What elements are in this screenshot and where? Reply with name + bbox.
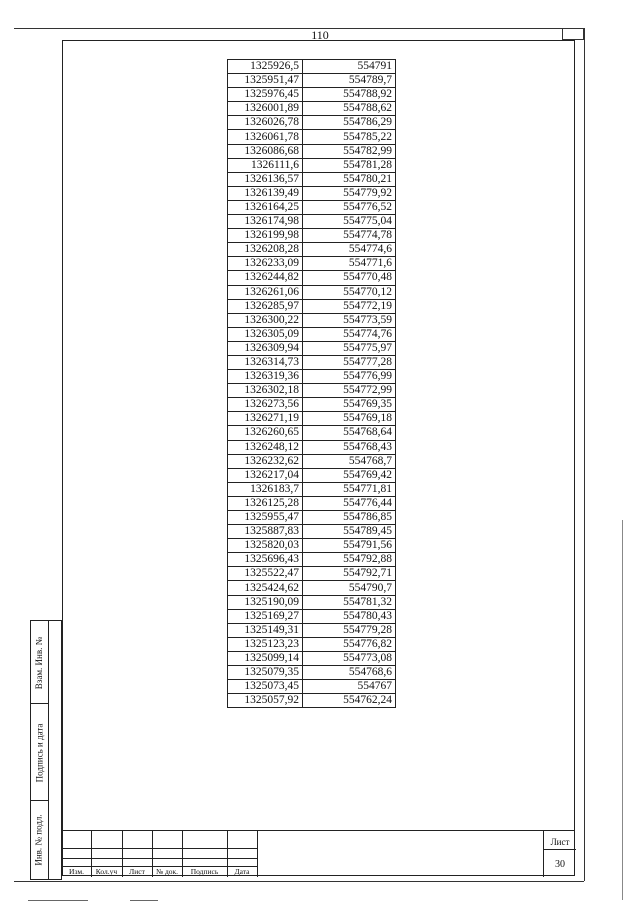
x-coordinate-cell: 1325190,09 [228,595,303,609]
caption-izm: Изм. [69,867,84,876]
y-coordinate-cell: 554770,12 [303,285,396,299]
table-row [228,186,396,200]
table-row [228,482,396,496]
x-coordinate-cell: 1325976,45 [228,88,303,102]
table-row [228,243,396,257]
side-stamp [30,620,62,880]
y-coordinate-cell: 554774,6 [303,243,396,257]
side-stamp-inv-podl-label: Инв. № подл. [34,814,44,866]
y-coordinate-cell: 554772,19 [303,299,396,313]
table-row [228,60,396,74]
table-row [228,257,396,271]
sheet-number: 30 [555,859,565,870]
x-coordinate-cell: 1326139,49 [228,186,303,200]
table-row [228,299,396,313]
caption-doc-no: № док. [155,867,179,876]
x-coordinate-cell: 1325696,43 [228,553,303,567]
table-row [228,680,396,694]
y-coordinate-cell: 554780,21 [303,172,396,186]
table-row [228,102,396,116]
x-coordinate-cell: 1325424,62 [228,581,303,595]
table-row [228,130,396,144]
frame-top-corner-box [562,28,584,40]
y-coordinate-cell: 554776,82 [303,637,396,651]
x-coordinate-cell: 1326273,56 [228,398,303,412]
x-coordinate-cell: 1326302,18 [228,384,303,398]
x-coordinate-cell: 1326199,98 [228,229,303,243]
y-coordinate-cell: 554790,7 [303,581,396,595]
y-coordinate-cell: 554779,92 [303,186,396,200]
table-row [228,609,396,623]
x-coordinate-cell: 1326026,78 [228,116,303,130]
table-row [228,144,396,158]
coordinates-table-body [228,60,396,708]
frame-outer-right-line [584,28,585,881]
caption-podpis: Подпись [190,867,219,876]
y-coordinate-cell: 554792,88 [303,553,396,567]
x-coordinate-cell: 1325169,27 [228,609,303,623]
table-row [228,116,396,130]
scan-mark-right [130,900,158,901]
y-coordinate-cell: 554768,7 [303,454,396,468]
x-coordinate-cell: 1326174,98 [228,215,303,229]
x-coordinate-cell: 1326001,89 [228,102,303,116]
table-row [228,539,396,553]
title-block [62,830,575,876]
revision-grid [62,831,257,877]
x-coordinate-cell: 1326111,6 [228,158,303,172]
x-coordinate-cell: 1325123,23 [228,637,303,651]
y-coordinate-cell: 554776,52 [303,200,396,214]
table-row [228,384,396,398]
x-coordinate-cell: 1326248,12 [228,440,303,454]
table-row [228,200,396,214]
x-coordinate-cell: 1326314,73 [228,355,303,369]
x-coordinate-cell: 1325079,35 [228,666,303,680]
x-coordinate-cell: 1326305,09 [228,327,303,341]
y-coordinate-cell: 554786,85 [303,511,396,525]
y-coordinate-cell: 554775,97 [303,341,396,355]
table-row [228,412,396,426]
table-row [228,327,396,341]
table-row [228,215,396,229]
table-row [228,666,396,680]
table-row [228,525,396,539]
table-row [228,426,396,440]
table-row [228,172,396,186]
table-row [228,637,396,651]
caption-list: Лист [129,867,145,876]
page-number: 110 [311,28,329,42]
y-coordinate-cell: 554769,18 [303,412,396,426]
sheet-label: Лист [550,837,570,847]
y-coordinate-cell: 554788,92 [303,88,396,102]
y-coordinate-cell: 554777,28 [303,355,396,369]
table-row [228,271,396,285]
y-coordinate-cell: 554773,59 [303,313,396,327]
x-coordinate-cell: 1326244,82 [228,271,303,285]
y-coordinate-cell: 554786,29 [303,116,396,130]
table-row [228,567,396,581]
x-coordinate-cell: 1326309,94 [228,341,303,355]
y-coordinate-cell: 554776,44 [303,496,396,510]
coordinates-table [227,59,396,708]
y-coordinate-cell: 554781,32 [303,595,396,609]
table-row [228,623,396,637]
x-coordinate-cell: 1326271,19 [228,412,303,426]
frame-top-line [14,28,584,29]
x-coordinate-cell: 1326319,36 [228,370,303,384]
sheet-divider [544,849,576,850]
y-coordinate-cell: 554779,28 [303,623,396,637]
table-row [228,454,396,468]
x-coordinate-cell: 1325522,47 [228,567,303,581]
x-coordinate-cell: 1326125,28 [228,496,303,510]
frame-outer-bottom-line [14,881,584,882]
x-coordinate-cell: 1325951,47 [228,74,303,88]
table-row [228,88,396,102]
y-coordinate-cell: 554769,35 [303,398,396,412]
x-coordinate-cell: 1326136,57 [228,172,303,186]
y-coordinate-cell: 554792,71 [303,567,396,581]
y-coordinate-cell: 554785,22 [303,130,396,144]
y-coordinate-cell: 554762,24 [303,694,396,708]
x-coordinate-cell: 1326061,78 [228,130,303,144]
table-row [228,468,396,482]
x-coordinate-cell: 1325820,03 [228,539,303,553]
table-row [228,398,396,412]
y-coordinate-cell: 554789,7 [303,74,396,88]
x-coordinate-cell: 1325057,92 [228,694,303,708]
y-coordinate-cell: 554768,64 [303,426,396,440]
table-row [228,595,396,609]
x-coordinate-cell: 1326261,06 [228,285,303,299]
x-coordinate-cell: 1325099,14 [228,651,303,665]
y-coordinate-cell: 554773,08 [303,651,396,665]
scan-mark-left [28,900,88,901]
caption-data: Дата [234,867,250,876]
caption-kol-uch: Кол.уч [95,867,118,876]
side-stamp-vzam-label: Взам. Инв. № [34,636,44,689]
x-coordinate-cell: 1325073,45 [228,680,303,694]
x-coordinate-cell: 1325887,83 [228,525,303,539]
table-row [228,341,396,355]
x-coordinate-cell: 1325955,47 [228,511,303,525]
y-coordinate-cell: 554781,28 [303,158,396,172]
x-coordinate-cell: 1326086,68 [228,144,303,158]
y-coordinate-cell: 554774,78 [303,229,396,243]
table-row [228,74,396,88]
sheet-box [543,831,576,877]
y-coordinate-cell: 554791,56 [303,539,396,553]
table-row [228,511,396,525]
y-coordinate-cell: 554791 [303,60,396,74]
y-coordinate-cell: 554770,48 [303,271,396,285]
table-row [228,370,396,384]
y-coordinate-cell: 554780,43 [303,609,396,623]
side-stamp-divider [48,621,49,879]
y-coordinate-cell: 554782,99 [303,144,396,158]
x-coordinate-cell: 1326183,7 [228,482,303,496]
y-coordinate-cell: 554769,42 [303,468,396,482]
x-coordinate-cell: 1326233,09 [228,257,303,271]
x-coordinate-cell: 1325926,5 [228,60,303,74]
x-coordinate-cell: 1326285,97 [228,299,303,313]
grid-vline-6 [257,831,258,877]
table-row [228,496,396,510]
y-coordinate-cell: 554776,99 [303,370,396,384]
y-coordinate-cell: 554788,62 [303,102,396,116]
x-coordinate-cell: 1326232,62 [228,454,303,468]
y-coordinate-cell: 554771,6 [303,257,396,271]
y-coordinate-cell: 554768,6 [303,666,396,680]
y-coordinate-cell: 554789,45 [303,525,396,539]
table-row [228,553,396,567]
y-coordinate-cell: 554772,99 [303,384,396,398]
x-coordinate-cell: 1326164,25 [228,200,303,214]
x-coordinate-cell: 1326260,65 [228,426,303,440]
x-coordinate-cell: 1326217,04 [228,468,303,482]
y-coordinate-cell: 554775,04 [303,215,396,229]
table-row [228,313,396,327]
scan-edge-line [622,520,623,900]
y-coordinate-cell: 554768,43 [303,440,396,454]
table-row [228,229,396,243]
table-row [228,355,396,369]
x-coordinate-cell: 1326208,28 [228,243,303,257]
side-stamp-podpis-label: Подпись и дата [34,723,44,782]
y-coordinate-cell: 554767 [303,680,396,694]
table-row [228,651,396,665]
x-coordinate-cell: 1325149,31 [228,623,303,637]
y-coordinate-cell: 554774,76 [303,327,396,341]
table-row [228,440,396,454]
table-row [228,158,396,172]
x-coordinate-cell: 1326300,22 [228,313,303,327]
table-row [228,694,396,708]
table-row [228,581,396,595]
table-row [228,285,396,299]
y-coordinate-cell: 554771,81 [303,482,396,496]
